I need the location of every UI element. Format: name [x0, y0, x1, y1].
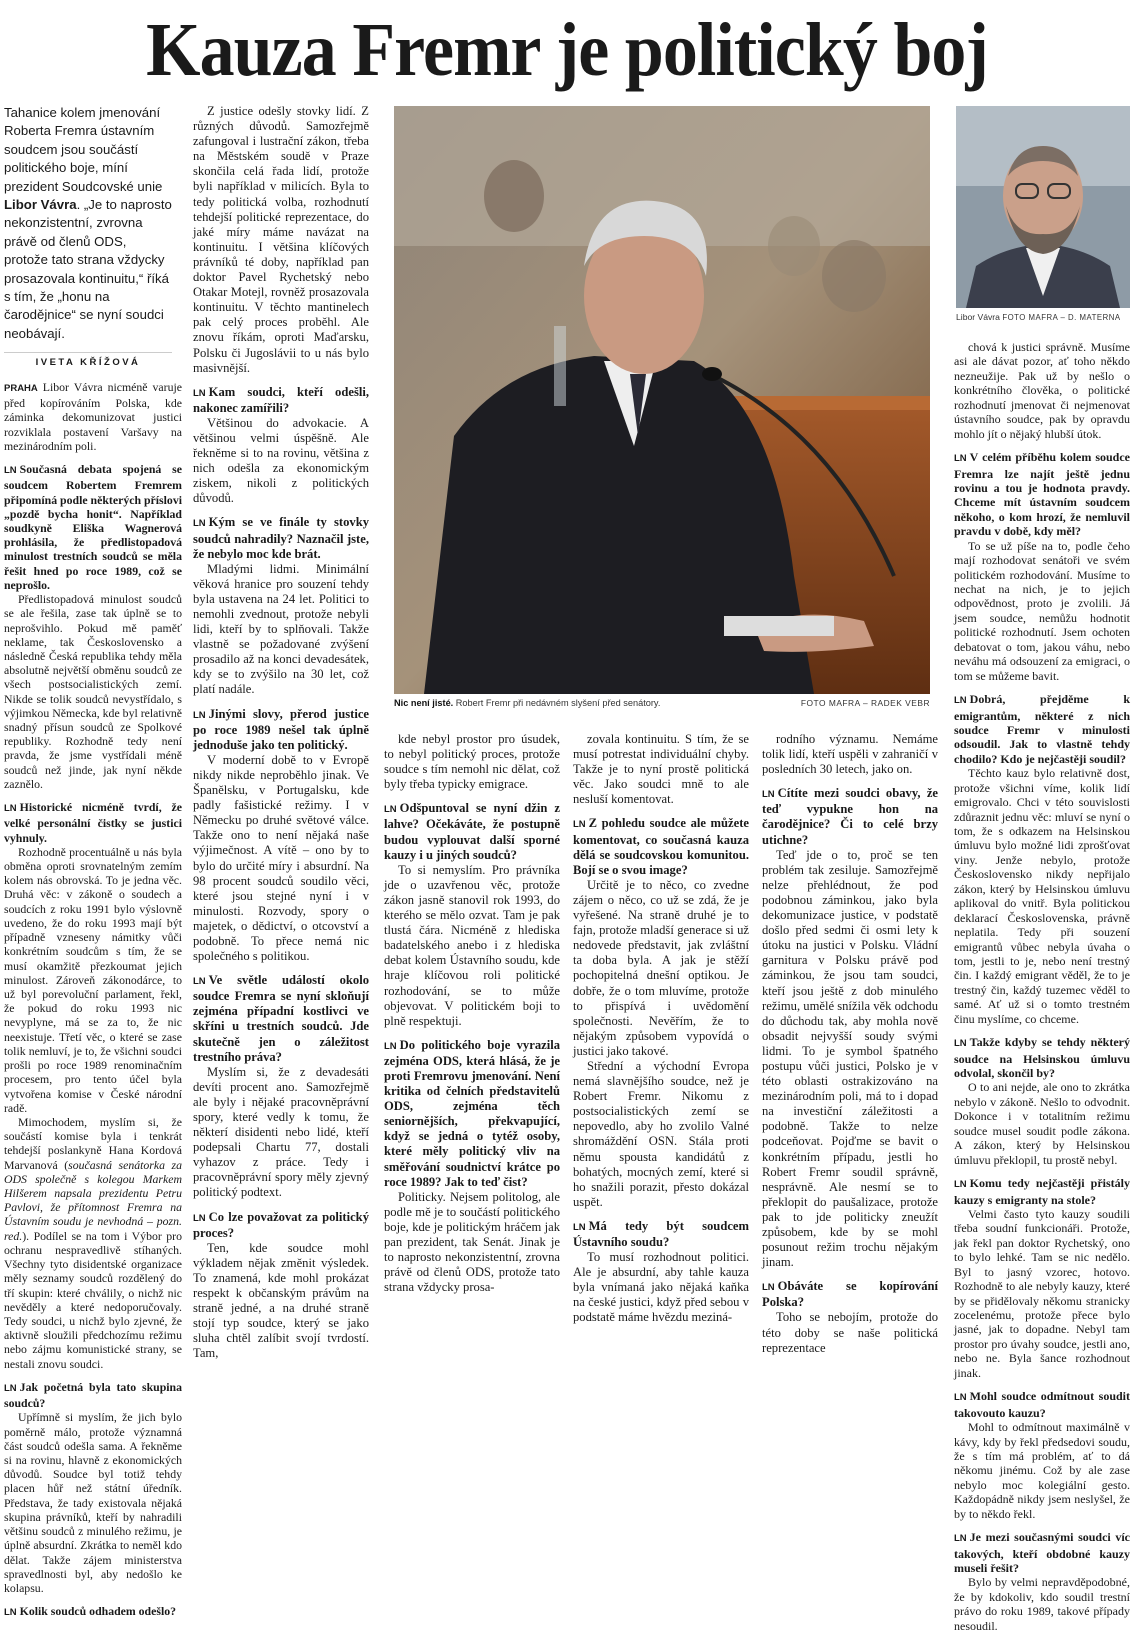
column-2 [193, 104, 369, 1362]
answer: zovala kontinuitu. S tím, že se musí potrestat individuální chyby. Takže je to nyní prostě politická věc. Jako soudci mně to ale nesluší komentovat. [573, 732, 749, 807]
answer: kde nebyl prostor pro úsudek, to nebyl politický proces, protože soudce s tím nemohl nic dělat, což byly třeba typicky emigrace. [384, 732, 560, 792]
column-5 [762, 732, 938, 1356]
lead-paragraph [4, 104, 172, 343]
dateline: PRAHA [4, 383, 38, 394]
question: LN Historické nicméně tvrdí, že velké personální čistky se justici vyhnuly. [4, 800, 182, 845]
question: LN Kým se ve finále ty stovky soudců nahradily? Naznačil jste, že nebylo moc kde brát. [193, 515, 369, 561]
question: LN Do politického boje vyrazila zejména ODS, která hlásá, že je proti Fremrovu jmenování. Není kritika od čelních představitelů ODS, zejména těch seniornějších, překvapující, když se jedná o tytéž osoby, které měly politický vliv na směřování soudnictví krátce po roce 1989? Jak to teď čist? [384, 1037, 560, 1189]
question: LN Je mezi současnými soudci víc takových, kteří obdobné kauzy museli řešit? [954, 1530, 1130, 1575]
question: LN V celém příběhu kolem soudce Fremra lze najít ještě jednu rovinu a tou je hodnota pravdy. Chceme mít ústavním soudcem někoho, o kom hrozí, že nemluvil pravdu v době, kdy měl? [954, 450, 1130, 539]
column-4 [573, 732, 749, 1326]
portrait-credit: FOTO MAFRA – D. MATERNA [1002, 313, 1121, 322]
question: LN Co lze považovat za politický proces? [193, 1209, 369, 1240]
answer: Předlistopadová minulost soudců se ale řešila, zase tak úplně se to neprošvihlo. Pokud mě paměť neklame, tak Československo a následně Česká republika tehdy měla absolutně největší obměnu soudců ze všech postsocialistických zemí. Nikde se tolik soudců nevystřídalo, s výjimkou Německa, kde byl relativně snadný přísun soudců ze Spolkové republiky. Rozhodně tedy není pravda, že jsme vystřídali méně soudců než jinde, jak nyní někde zaznělo. [4, 592, 182, 791]
answer: V moderní době to v Evropě nikdy nikde neproběhlo jinak. Ve Španělsku, v Portugalsku, kde padly fašistické režimy. I v Německu po druhé světové válce. Takže ono to není nějaká naše výjimečnost. A vítě – ono by to bylo do určité míry i absurdní. Na 98 procent soudců soudilo věci, které jsou stejné nyní i v minulosti. Rozvody, spory o majetek, o dědictví, o otcovství a podobně. To přece nemá nic společného s politikou. [193, 752, 369, 964]
main-photo-image [394, 106, 930, 694]
answer: Bylo by velmi nepravděpodobné, že by kdokoliv, kdo soudil trestní právo do roku 1989, takové případy nesoudil. [954, 1575, 1130, 1633]
question: LN Komu tedy nejčastěji přistály kauzy s emigranty na stole? [954, 1176, 1130, 1207]
question: LN Dobrá, přejděme k emigrantům, některé z nich soudce Fremr v minulosti odsoudil. Jak to vlastně tehdy chodilo? Kdo je nejčastěji soudil? [954, 692, 1130, 766]
answer: Mohl to odmítnout maximálně v kávy, kdy by řekl předsedovi soudu, že s tím má problém, ať to dá někomu jinému. Což by ale zase nebylo moc kolegiální gesto. Každopádně nikdy jsem neslyšel, že by to někdo řekl. [954, 1420, 1130, 1521]
answer: Střední a východní Evropa nemá slavnějšího soudce, než je Robert Fremr. Nikomu z postsocialistických zemí se nepovedlo, aby ho zvolilo Valné shromáždění OSN. Stála proti němu spousta kandidátů z bohatých, mocných zemí, které si ho snažili porazit, přesto dokázal uspět. [573, 1058, 749, 1209]
question: LN Obáváte se kopírování Polska? [762, 1279, 938, 1310]
column-3 [384, 732, 560, 1295]
answer: Většinou do advokacie. A většinou velmi úspěšně. Ale řekněme si to na rovinu, většina z nich odešla za ekonomickým ziskem, nikoli z politických důvodů. [193, 415, 369, 506]
caption-text: Robert Fremr při nedávném slyšení před senátory. [453, 698, 661, 708]
answer: To musí rozhodnout politici. Ale je absurdní, aby tahle kauza byla vnímaná jako nějaká kaňka na české justici, když před sebou v podstatě máme hvězdu meziná- [573, 1250, 749, 1325]
answer: chová k justici správně. Musíme asi ale dávat pozor, ať toho někdo nezneužije. Pak už by nešlo o konkrétního člověka, o politické rozhodnutí jmenovat či nejmenovat ústavního soudce, pak by opravdu mohlo jít o nějaký hlubší útok. [954, 340, 1130, 441]
question: LN Mohl soudce odmítnout soudit takovouto kauzu? [954, 1389, 1130, 1420]
answer: Ten, kde soudce mohl výkladem nějak změnit výsledek. To znamená, kde mohl prokázat respekt k občanským právům na straně jedné, a na druhé straně stojí typ soudce, který se jako sluha chtěl zalíbit svojí tvrdostí. Tam, [193, 1240, 369, 1361]
answer: Mladými lidmi. Minimální věková hranice pro souzení tehdy byla ustavena na 24 let. Politici to nemohli zvednout, protože nebyli lidi, kteří by to splňovali. Takže vlastně se požadované zvýšení prosadilo až na konci devadesátek, kdy se to zvýšilo na 30 let, což platí nadále. [193, 561, 369, 697]
answer: To se už píše na to, podle čeho mají rozhodovat senátoři ve svém politickém rozhodování. Musíme to nechat na nich, je to jejich odpovědnost, proto je zvolili. Já jsem soudce, nemůžu hodnotit politické rozhodnutí. Jsem ochoten debatovat o tom, jakou váhu, nebo neváhu má odsouzení za emigraci, o tom se můžeme bavit. [954, 538, 1130, 683]
question: LN Jak početná byla tato skupina soudců? [4, 1379, 182, 1411]
question: LN Kam soudci, kteří odešli, nakonec zamířili? [193, 384, 369, 415]
portrait-photo [956, 106, 1130, 308]
main-photo-caption [394, 698, 930, 708]
answer: Určitě je to něco, co zvedne zájem o něco, co už se zdá, že je vyřešené. Na straně druhé je to fajn, protože mladší generace si už nedovede představit, jak zvláštní ta doba byla. A jak je stěží pochopitelná dnešní optikou. Je dobře, že o tom mluvíme, protože to přispívá i uvědomění společnosti. Nevěřím, že to nějakým způsobem vypovídá o justici jako takové. [573, 877, 749, 1058]
question: LN Jinými slovy, přerod justice po roce 1989 nešel tak úplně jednoduše jako ten politický. [193, 706, 369, 752]
main-photo [394, 106, 930, 694]
answer: Rozhodně procentuálně u nás byla obměna oproti srovnatelným zemím kolem nás obrovská. To je jedna věc. Druhá věc: v zákoně o soudech a soudcích z roku 1991 bylo výslovně uvedeno, že do roku 1993 mají být případně vzneseny námitky vůči konkrétním soudcům s tím, že se musí okamžitě přezkoumat jejich minulost. Zároveň zákonodárce, to už byl porevoluční parlament, řekl, že pokud do roku 1993 nic nevyplyne, má se za to, že nic neexistuje. Třetí věc, o které se zase tolik nemluví, je to, že všichni soudci prošli po roce 1989 renominačním procesem, pro tento účel byla vytvořena komise v České národní radě. [4, 844, 182, 1115]
answer: Myslím si, že z devadesáti devíti procent ano. Samozřejmě ale byly i nějaké pracovněprávní spory, které vedly k tomu, že některí disidenti nebo lidé, kteří podepsali Chartu 77, dostali vyhazov z práce. Tedy i pracovněprávní spory měly zjevný politický podtext. [193, 1064, 369, 1200]
portrait-image [956, 106, 1130, 308]
column-1 [4, 380, 182, 1620]
question: LN Cítíte mezi soudci obavy, že teď vypukne hon na čarodějnice? Či to celé brzy utichne? [762, 786, 938, 847]
byline: IVETA KŘÍŽOVÁ [4, 352, 172, 368]
answer: Politicky. Nejsem politolog, ale podle mě je to součástí politického boje, kde je politickým hráčem jak pan prezident, tak Senát. Jinak je to naprosto nekonzistentní, zrovna právě od členů ODS, protože tato strana vždycky prosa- [384, 1189, 560, 1295]
caption-bold: Nic není jisté. [394, 698, 454, 708]
question: LN Má tedy být soudcem Ústavního soudu? [573, 1218, 749, 1249]
lead-text-1: Tahanice kolem jmenování Roberta Fremra ústavním soudcem jsou součástí politického boje, míní prezident Soudcovské unie [4, 105, 163, 194]
question: LN Z pohledu soudce ale můžete komentovat, co současná kauza dělá se soudcovskou komunitou. Bojí se o svou image? [573, 816, 749, 877]
answer: Upřímně si myslím, že jich bylo poměrně málo, protože významná část soudců odešla sama. A řekněme si na rovinu, hlavně z ekonomických důvodů. Soudce byl totiž tehdy placen hůř než státní úředník. Představa, že tady existovala nějaká skupina právníků, kteří by nahradili většinu soudců z minulého režimu, je úplně absurdní. Zkrátka to neměl kdo dělat. Takže zájem ministerstva spravedlnosti byl, aby nedošlo ke kolapsu. [4, 1410, 182, 1595]
answer: Toho se nebojím, protože do této doby se naše politická reprezentace [762, 1310, 938, 1355]
portrait-caption [956, 312, 1132, 322]
paragraph: PRAHA Libor Vávra nicméně varuje před kopírováním Polska, kde záminka dekomunizovat justici rozviklala postavení Varšavy na mezinárodním poli. [4, 380, 182, 453]
answer: Mimochodem, myslím si, že součástí komise byla i tenkrát tehdejší poslankyně Hana Kordová Marvanová (současná senátorka za ODS společně s kolegou Markem Hilšerem napsala prezidentu Petru Pavlovi, že přítomnost Fremra na Ústavním soudu je nevhodná – pozn. red.). Podílel se na tom i Výbor pro ochranu nespravedlivě stíhaných. Všechny tyto disidentské organizace měly seznamy soudců rozdělený do tří skupin: které chválily, o nichž nic nevěděly a které nedoporučovaly. Tedy soudci, u nichž bylo zjevné, že aktivně sloužili předchozímu režimu nebo zájmu komunistické strany, se nestali znovu soudci. [4, 1114, 182, 1371]
answer: Teď jde o to, proč se ten problém tak zesiluje. Samozřejmě nelze přehlédnout, že pod podobnou záminkou, jako byla dekomunizace justice, v podstatě došlo před sedmi či osmi lety k útoku na justici v Polsku. Vládní garnitura v Polsku právě pod záminkou, že jsou tam soudci, kteří jsou ještě z dob minulého režimu, umělé snížila věk odchodu do důchodu tak, aby mohla nově obsadit nejvyšší soudy svými lidmi. To je symbol špatného postupu vůči justici, Polsko je v této oblasti ostrakizováno na mezinárodním poli, má to i dopad na investiční záležitosti a podobně. Takže to nelze podceňovat. Pojďme se bavit o konkrétním případu, jestli ho Robert Fremr soudil správně, nesprávně. Ale nesmí se to překlopit do paušalizace, protože pak to jde politicky zneužít způsobem, kde by se mohl posunout režim trochu nějakým jinam. [762, 847, 938, 1270]
question: LN Odšpuntoval se nyní džin z lahve? Očekáváte, že postupně budou vyplouvat další sporné kauzy i u jiných soudců? [384, 801, 560, 862]
answer: rodního významu. Nemáme tolik lidí, kteří uspěli v zahraničí v posledních 30 letech, jako on. [762, 732, 938, 777]
question: LN Takže kdyby se tehdy některý soudce na Helsinskou úmluvu odvolal, skončil by? [954, 1035, 1130, 1080]
portrait-name: Libor Vávra [956, 312, 1000, 322]
question: LN Současná debata spojená se soudcem Robertem Fremrem připomíná podle některých příslovi „pozdě bycha honit“. Například soudkyně Eliška Wagnerová prohlásila, že předlistopadová minulost trestních soudců se měla řešit hned po roce 1989, což se neprošlo. [4, 462, 182, 592]
answer: Těchto kauz bylo relativně dost, protože všichni víme, kolik lidí emigrovalo. Chci v této souvislosti zdůraznit jednu věc: mluví se nyní o tom, že s odkazem na Helsinskou úmluvu bylo možné lidi zprošťovat viny. Jenže nebylo, protože Československo nikdy nepřijalo zákon, který by Helsinskou úmluvu aplikoval do vnitř. Byla politickou deklarací Československa, právně neplatila. Tedy při souzení emigrantů vůbec nebyla úvaha o tom, jestli to je, nebo není trestný čin. I každý emigrant věděl, že to je trestný čin, každý tuzemec věděl to samé. Ať už si o tomto trestném činu myslíme, co chceme. [954, 766, 1130, 1026]
lead-name: Libor Vávra [4, 197, 77, 213]
answer: Z justice odešly stovky lidí. Z různých důvodů. Samozřejmě zafungoval i lustrační zákon, třeba na Městském soudě v Praze skončila celá řada lidí, protože byli například v milicích. Byla to tedy politická volba, rozhodnutí tehdejší politické reprezentace, do jaké míry máme navázat na kontinuitu. I většina klíčových právníků té doby, například pan doktor Pavel Rychetský nebo Otakar Motejl, rovněž prosazovala kontinuitu. V těchto mantinelech pak celý proces proběhl. Ale znovu říkám, oproti Maďarsku, Polsku či Jugoslávii to u nás bylo masivnější. [193, 104, 369, 375]
headline: Kauza Fremr je politický boj [146, 8, 988, 92]
answer: To si nemyslím. Pro právníka jde o uzavřenou věc, protože zákon jasně stanovil rok 1993, do kterého se mělo ozvat. Tam je pak tlustá čára. Nicméně z hlediska badatelského anebo i z hlediska debat kolem Ústavního soudu, kde hraje klíčovou roli politické rozhodování, se to může objevovat. V politickém boji to plně respektuji. [384, 862, 560, 1028]
question: LN Ve světle událostí okolo soudce Fremra se nyní skloňují zejména případní kostlivci ve skříni u trestních soudců. Jde skutečně jen o záležitost trestního práva? [193, 973, 369, 1064]
column-6 [954, 340, 1130, 1633]
answer: O to ani nejde, ale ono to zkrátka nebylo v zákoně. Nešlo to odvodnit. Dokonce i v totalitním režimu soudce musel soudit podle zákona. A zákon, který by Helsinskou úmluvu překlopil, tu prostě nebyl. [954, 1080, 1130, 1167]
question: LN Kolik soudců odhadem odešlo? [4, 1604, 177, 1619]
answer: Velmi často tyto kauzy soudili třeba soudní funkcionáři. Protože, jak řekl pan doktor Rychetský, ono to bylo lehké. Tam se nic nedělo. Byl to jasný vzorec, hotovo. Rozhodně to ale nebyly kauzy, které by se přidělovaly někomu stranicky zocelenému, protože přece bylo jasné, jak to dopadne. Nebyl tam prostor pro úvahy soudce, jestli ano, nebo ne. Byla šance rozhodnout jinak. [954, 1206, 1130, 1380]
photo-credit: FOTO MAFRA – RADEK VEBR [800, 698, 930, 708]
lead-text-2: . „Je to naprosto nekonzistentní, zvrovna právě od členů ODS, protože tato strana vždycky prosazovala kontinuitu,“ říká s tím, že „honu na čarodějnice“ se nyní soudci neobávají. [4, 197, 172, 341]
